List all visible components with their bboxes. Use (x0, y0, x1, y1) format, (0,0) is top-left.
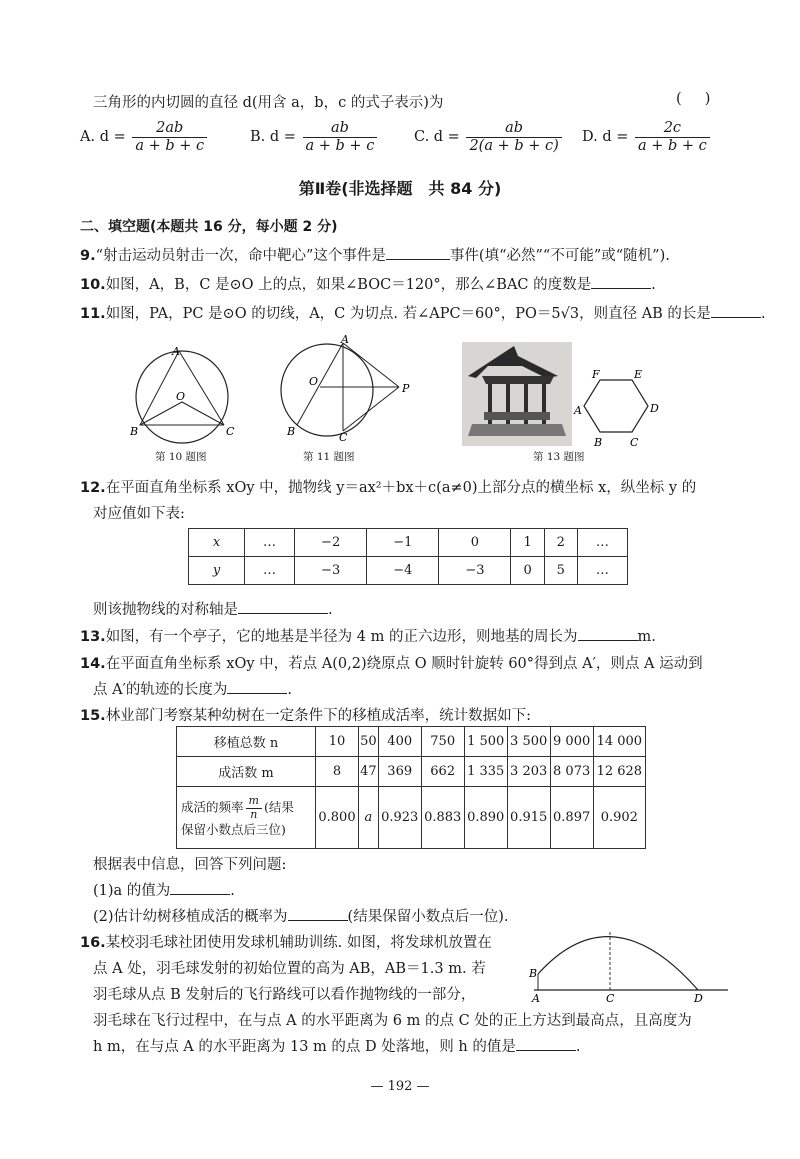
freq-label: 成活的频率 (181, 799, 244, 815)
caption-fig-11: 第 11 题图 (303, 451, 355, 463)
q16-line-5 (93, 1035, 580, 1056)
label-c: C (606, 992, 615, 1005)
q15-text: 林业部门考察某种幼树在一定条件下的移植成活率，统计数据如下: (105, 708, 532, 724)
table-cell: 0.890 (464, 787, 507, 849)
frac-numerator: ab (466, 120, 561, 138)
table-cell: 3 500 (507, 727, 550, 757)
q15-survival-table (176, 726, 646, 849)
label-b: B (529, 967, 538, 980)
q9-text-b: 事件(填“必然”“不可能”或“随机”). (449, 248, 670, 264)
q15-sub1-end: . (230, 883, 235, 899)
q13-end: m. (637, 629, 656, 645)
table-row (177, 727, 646, 757)
table-cell: −2 (295, 529, 367, 557)
question-12 (80, 476, 696, 497)
answer-blank[interactable] (711, 305, 761, 318)
table-cell: −3 (295, 557, 367, 585)
answer-blank[interactable] (591, 276, 651, 289)
question-9 (80, 244, 670, 265)
q16-line-2: 点 A 处，羽毛球发射的初始位置的高为 AB，AB＝1.3 m. 若 (93, 961, 486, 977)
q10-text: 如图，A，B，C 是⊙O 上的点，如果∠BOC＝120°，那么∠BAC 的度数是 (105, 277, 592, 293)
frac-denominator: a + b + c (637, 137, 707, 154)
angle-boc (140, 402, 224, 425)
q12-text-a: 在平面直角坐标系 xOy 中，抛物线 y＝ax²＋bx＋c(a≠0)上部分点的横坐标 x，纵坐标 y 的 (105, 480, 697, 496)
table-row (177, 757, 646, 787)
table-cell: −3 (439, 557, 511, 585)
question-number: 15. (80, 708, 106, 724)
q9-text-a: “射击运动员射击一次，命中靶心”这个事件是 (95, 248, 386, 264)
q16-line-3: 羽毛球从点 B 发射后的飞行路线可以看作抛物线的一部分， (93, 987, 476, 1003)
answer-blank[interactable] (516, 1038, 576, 1051)
q11-end: . (760, 306, 766, 322)
answer-blank[interactable] (578, 628, 638, 641)
tangent-pc (343, 387, 399, 431)
q12-text-c: 则该抛物线的对称轴是 (93, 602, 238, 618)
caption-fig-10: 第 10 题图 (155, 451, 207, 463)
q12-value-table (188, 528, 628, 585)
q16-line-5-text: h m，在与点 A 的水平距离为 13 m 的点 D 处落地，则 h 的值是 (93, 1039, 516, 1055)
question-number: 11. (80, 306, 106, 322)
q12-axis-line (93, 598, 333, 619)
table-cell: 3 203 (507, 757, 550, 787)
answer-blank[interactable] (288, 908, 348, 921)
q15-intro: 根据表中信息，回答下列问题: (93, 857, 287, 873)
trajectory-parabola (538, 937, 698, 990)
frac-numerator: 2c (635, 120, 710, 138)
question-number: 14. (80, 656, 106, 672)
frac-numerator: ab (303, 120, 378, 138)
figure-10 (130, 345, 240, 450)
answer-blank[interactable] (227, 681, 287, 694)
option-label: C. d = (414, 129, 460, 146)
q16-line-4: 羽毛球在飞行过程中，在与点 A 的水平距离为 6 m 的点 C 处的正上方达到最高点，且高度为 (93, 1013, 692, 1029)
q14-text-b: 点 A′的轨迹的长度为 (93, 682, 228, 698)
table-cell: … (245, 557, 295, 585)
option-label: B. d = (250, 129, 296, 146)
figure-11 (275, 335, 415, 445)
table-row (189, 529, 628, 557)
table-cell: … (245, 529, 295, 557)
shuttlecock-trajectory-figure (522, 924, 734, 1006)
table-row (177, 787, 646, 849)
question-number: 9. (80, 248, 96, 264)
table-cell: x (189, 529, 245, 557)
q8-answer-paren: ( ) (676, 91, 711, 107)
tangent-pa (343, 343, 399, 387)
question-11 (80, 302, 766, 323)
freq-label-b: (结果 (263, 799, 294, 815)
answer-blank[interactable] (386, 247, 450, 260)
frac-numerator: m (246, 795, 262, 809)
table-cell: 750 (421, 727, 464, 757)
q15-sub2-end: (结果保留小数点后一位). (347, 909, 509, 925)
table-cell: 0.883 (421, 787, 464, 849)
answer-blank[interactable] (170, 882, 230, 895)
question-number: 12. (80, 480, 106, 496)
q10-end: . (651, 277, 656, 293)
answer-blank[interactable] (238, 601, 328, 614)
label-a: A (172, 345, 180, 358)
table-cell: 0.902 (593, 787, 645, 849)
pavilion-photo (462, 342, 572, 446)
table-cell: 0.923 (378, 787, 421, 849)
table-cell: 50 (358, 727, 378, 757)
table-cell: 8 (316, 757, 359, 787)
table-cell: 0.897 (550, 787, 593, 849)
table-cell: … (577, 557, 627, 585)
diameter-ab (297, 343, 343, 425)
q8-option-c (414, 120, 564, 154)
table-cell: 2 (544, 529, 577, 557)
table-cell: −4 (367, 557, 439, 585)
q15-sub1-text: (1)a 的值为 (93, 883, 171, 899)
q11-text: 如图，PA，PC 是⊙O 的切线，A，C 为切点. 若∠APC＝60°，PO＝5√3，则直径 AB 的长是 (105, 306, 711, 322)
table-cell: 369 (378, 757, 421, 787)
question-16 (80, 931, 492, 952)
label-b: B (594, 436, 603, 448)
question-13 (80, 625, 656, 646)
part2-heading: 二、填空题(本题共 16 分，每小题 2 分) (80, 219, 338, 235)
pavilion-eave (482, 376, 554, 384)
table-cell: 47 (358, 757, 378, 787)
table-cell: 14 000 (593, 727, 645, 757)
table-cell: 1 (511, 529, 544, 557)
table-cell: 5 (544, 557, 577, 585)
table-cell: −1 (367, 529, 439, 557)
q13-text: 如图，有一个亭子，它的地基是半径为 4 m 的正六边形，则地基的周长为 (105, 629, 578, 645)
q8-stem-tail: 三角形的内切圆的直径 d(用含 a，b，c 的式子表示)为 (93, 95, 444, 111)
q14-end: . (287, 682, 292, 698)
q8-option-b (250, 120, 379, 154)
table-row (189, 557, 628, 585)
label-a: A (341, 335, 349, 346)
label-d: D (694, 992, 703, 1005)
freq-label-c: 保留小数点后三位) (181, 822, 286, 838)
label-e: E (634, 368, 643, 381)
label-a: A (574, 404, 582, 417)
circle-o (281, 344, 373, 436)
question-number: 16. (80, 935, 106, 951)
table-cell: 0.915 (507, 787, 550, 849)
q15-sub2-text: (2)估计幼树移植成活的概率为 (93, 909, 288, 925)
frac-numerator: 2ab (132, 120, 207, 138)
q16-line-1: 某校羽毛球社团使用发球机辅助训练. 如图，将发球机放置在 (105, 935, 492, 951)
pavilion-base (468, 424, 566, 436)
table-cell: … (577, 529, 627, 557)
question-number: 13. (80, 629, 106, 645)
table-header (177, 787, 316, 849)
section-title: 第Ⅱ卷(非选择题 共 84 分) (298, 179, 502, 198)
table-cell: 0 (439, 529, 511, 557)
table-cell: y (189, 557, 245, 585)
label-c: C (339, 431, 348, 444)
label-b: B (287, 425, 296, 438)
question-14 (80, 652, 703, 673)
label-o: O (309, 375, 319, 388)
table-cell: 1 335 (464, 757, 507, 787)
q14-line-2 (93, 678, 292, 699)
q14-text-a: 在平面直角坐标系 xOy 中，若点 A(0,2)绕原点 O 顺时针旋转 60°得到点 A′，则点 A 运动到 (105, 656, 703, 672)
table-cell: 400 (378, 727, 421, 757)
caption-fig-13: 第 13 题图 (533, 451, 585, 463)
frac-denominator: 2(a + b + c) (469, 137, 559, 154)
question-15 (80, 704, 531, 725)
option-label: A. d = (80, 129, 126, 146)
railing (484, 412, 550, 420)
hexagon-figure (572, 368, 662, 448)
frac-denominator: a + b + c (135, 137, 205, 154)
frac-denominator: n (250, 807, 258, 821)
table-cell: 1 500 (464, 727, 507, 757)
q8-option-a (80, 120, 209, 154)
option-label: D. d = (582, 129, 629, 146)
table-cell: 10 (316, 727, 359, 757)
hexagon-abcdef (584, 380, 648, 432)
q8-option-d (582, 120, 712, 154)
q15-sub-2 (93, 905, 508, 926)
label-c: C (226, 425, 235, 438)
label-a: A (532, 992, 540, 1005)
table-cell: 12 628 (593, 757, 645, 787)
q12-text-b: 对应值如下表: (93, 506, 185, 522)
label-o: O (176, 390, 186, 403)
table-header: 成活数 m (177, 757, 316, 787)
table-header: 移植总数 n (177, 727, 316, 757)
label-d: D (650, 402, 659, 415)
label-c: C (630, 436, 639, 448)
table-cell: 0.800 (316, 787, 359, 849)
page-number: — 192 — (370, 1079, 430, 1094)
table-cell: a (358, 787, 378, 849)
q15-sub-1 (93, 879, 235, 900)
question-number: 10. (80, 277, 106, 293)
label-f: F (592, 368, 600, 381)
segment-ac (179, 351, 224, 425)
q16-end: . (575, 1039, 581, 1055)
frac-denominator: a + b + c (305, 137, 375, 154)
q12-end: . (328, 602, 333, 618)
question-10 (80, 273, 656, 294)
table-cell: 9 000 (550, 727, 593, 757)
table-cell: 8 073 (550, 757, 593, 787)
table-cell: 662 (421, 757, 464, 787)
table-cell: 0 (511, 557, 544, 585)
label-b: B (130, 425, 139, 438)
label-p: P (402, 382, 410, 395)
